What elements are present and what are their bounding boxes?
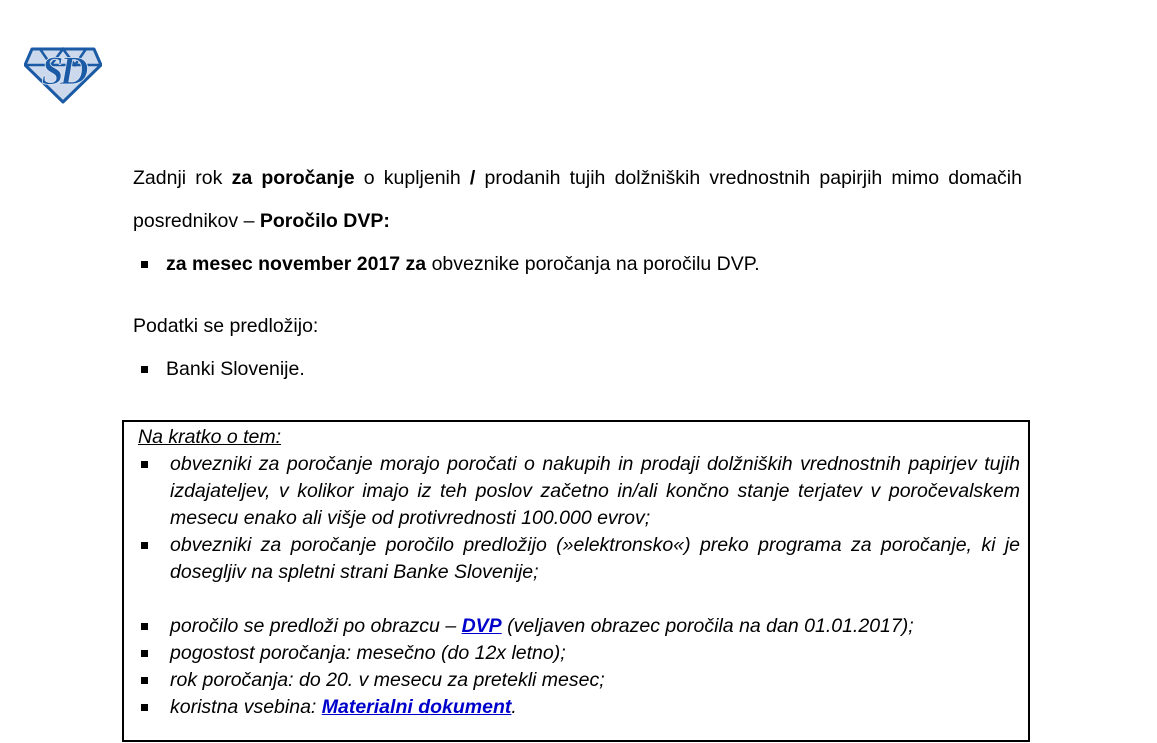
submission-intro: Podatki se predložijo: xyxy=(133,315,319,337)
bullet-square-icon xyxy=(141,704,148,711)
content-text-pre: koristna vsebina: xyxy=(170,696,322,718)
content-text-post: . xyxy=(511,696,517,718)
deadline-bold: za mesec november 2017 za xyxy=(166,253,427,275)
main-text-flow xyxy=(133,157,1022,391)
bullet-square-icon xyxy=(141,623,148,630)
summary-bullet-content xyxy=(138,694,1020,721)
intro-seg-2-bold: za poročanje xyxy=(231,167,355,189)
intro-seg-6-bold: Poročilo DVP: xyxy=(259,210,390,232)
bullet-square-icon xyxy=(141,366,148,373)
summary-box xyxy=(122,420,1030,742)
summary-bullet-obligation-text: obvezniki za poročanje morajo poročati o nakupih in prodaji dolžniških vrednostnih papirjev tujih izdajateljev, v kolikor imajo iz teh poslov začetno in/ali končno stanje terjatev v poročevalskem mesecu enako ali višje od protivrednosti 100.000 evrov; xyxy=(170,453,1020,529)
form-text-post: (veljaven obrazec poročila na dan 01.01.2017); xyxy=(501,615,914,637)
summary-bullet-form xyxy=(138,613,1020,640)
summary-bullet-frequency-text: pogostost poročanja: mesečno (do 12x letno); xyxy=(170,642,566,664)
sd-diamond-logo-graphic xyxy=(24,44,102,104)
deadline-bullet-text xyxy=(166,243,760,286)
summary-bullet-electronic xyxy=(138,532,1020,586)
deadline-bullet xyxy=(133,243,1022,286)
bullet-square-icon xyxy=(141,461,148,468)
intro-seg-1: Zadnji rok xyxy=(133,167,232,189)
intro-seg-5: prodanih tujih dolžniških vrednostnih papirjih mimo domačih posrednikov – xyxy=(133,167,1022,232)
summary-bullet-deadline xyxy=(138,667,1020,694)
deadline-normal: obveznike poročanja na poročilu DVP. xyxy=(426,253,760,275)
bullet-square-icon xyxy=(141,677,148,684)
bullet-square-icon xyxy=(141,542,148,549)
summary-bullet-deadline-text: rok poročanja: do 20. v mesecu za pretekli mesec; xyxy=(170,669,605,691)
summary-bullet-frequency xyxy=(138,640,1020,667)
summary-box-title: Na kratko o tem: xyxy=(138,426,282,448)
intro-paragraph xyxy=(133,157,1022,243)
recipient-bullet xyxy=(133,348,1022,391)
material-document-link[interactable]: Materialni dokument xyxy=(321,696,512,718)
dvp-form-link[interactable]: DVP xyxy=(461,615,502,637)
summary-bullet-content-text xyxy=(170,694,1020,721)
intro-seg-3: o kupljenih xyxy=(354,167,470,189)
intro-seg-4-bold: / xyxy=(469,167,476,189)
summary-bullet-electronic-text: obvezniki za poročanje poročilo predložijo (»elektronsko«) preko programa za poročanje, ki je dosegljiv na spletni strani Banke Slovenije; xyxy=(170,534,1020,583)
bullet-square-icon xyxy=(141,650,148,657)
sd-diamond-logo xyxy=(24,44,102,104)
logo-letters: SD xyxy=(41,48,85,93)
summary-bullet-form-text xyxy=(170,613,1020,640)
form-text-pre: poročilo se predloži po obrazcu – xyxy=(170,615,462,637)
recipient-bullet-text: Banki Slovenije. xyxy=(166,358,305,380)
bullet-square-icon xyxy=(141,261,148,268)
blank-line-spacer xyxy=(138,586,1020,613)
summary-bullet-obligation xyxy=(138,451,1020,532)
